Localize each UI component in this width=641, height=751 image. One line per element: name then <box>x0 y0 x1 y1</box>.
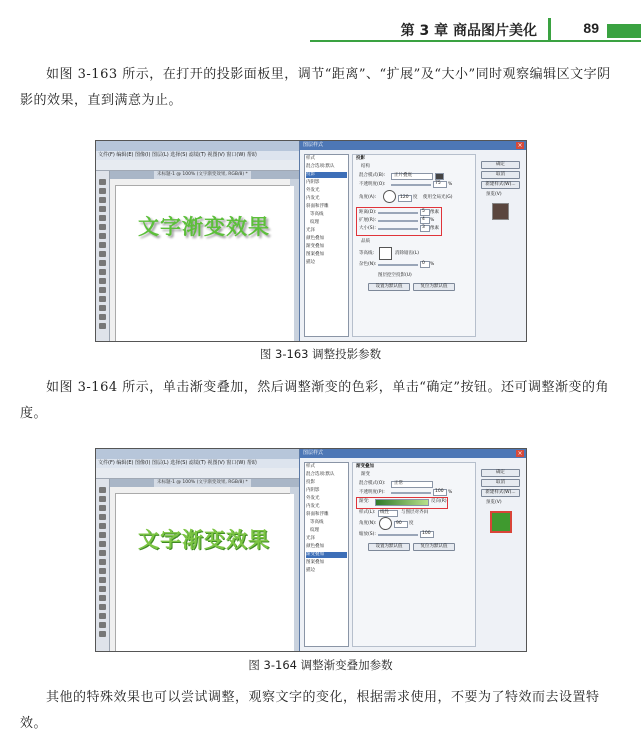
unit-label: % <box>448 490 453 495</box>
angle-dial[interactable] <box>379 517 392 530</box>
set-default-button[interactable]: 设置为默认值 <box>368 283 410 291</box>
move-tool-icon[interactable] <box>99 487 106 493</box>
horizontal-ruler <box>110 487 290 494</box>
style-item-drop-shadow[interactable]: 投影 <box>306 172 347 178</box>
paragraph-1: 如图 3-163 所示，在打开的投影面板里，调节“距离”、“扩展”及“大小”同时观察编辑区文字阴影的效果，直到满意为止。 <box>20 67 611 108</box>
preview-checkbox[interactable]: 预览(V) <box>486 500 502 505</box>
new-style-button[interactable]: 新建样式(W)... <box>481 489 520 497</box>
opacity-input[interactable]: 100 <box>433 489 447 496</box>
blend-mode-select[interactable]: 正片叠底 <box>391 173 433 180</box>
marquee-tool-icon[interactable] <box>99 188 106 194</box>
unit-label: 像素 <box>430 210 439 215</box>
lasso-tool-icon[interactable] <box>99 505 106 511</box>
brush-tool-icon[interactable] <box>99 541 106 547</box>
unit-label: 度 <box>413 195 418 200</box>
close-icon[interactable]: × <box>517 142 523 149</box>
reverse-checkbox[interactable]: 反向(R) <box>431 499 447 504</box>
canvas-text: 文字渐变效果 <box>138 215 270 239</box>
cancel-button[interactable]: 取消 <box>481 479 520 487</box>
distance-slider[interactable] <box>378 212 418 214</box>
brush-tool-icon[interactable] <box>99 233 106 239</box>
noise-label: 杂色(N): <box>359 262 377 267</box>
ps-menubar[interactable]: 文件(F) 编辑(E) 图像(I) 图层(L) 选择(S) 滤镜(T) 视图(V) 窗口(W) 帮助 <box>96 459 527 468</box>
quality-title: 品质 <box>361 239 370 244</box>
antialias-checkbox[interactable]: 消除锯齿(L) <box>395 251 420 256</box>
knockout-checkbox[interactable]: 图层挖空投影(U) <box>378 273 412 278</box>
stamp-tool-icon[interactable] <box>99 242 106 248</box>
figure-3-163-caption: 图 3-163 调整投影参数 <box>259 347 382 361</box>
style-item[interactable]: 斜面和浮雕 <box>306 204 329 209</box>
styles-list <box>304 154 349 337</box>
chapter-title: 第 3 章 商品图片美化 <box>400 23 537 39</box>
distance-input[interactable]: 5 <box>420 209 430 216</box>
style-item[interactable]: 内发光 <box>306 196 320 201</box>
page-header <box>0 14 641 40</box>
shape-tool-icon[interactable] <box>99 305 106 311</box>
ok-button[interactable]: 确定 <box>481 161 520 169</box>
unit-label: % <box>430 262 435 267</box>
cancel-button[interactable]: 取消 <box>481 171 520 179</box>
contour-picker[interactable] <box>379 247 392 260</box>
ps-doc-tabs <box>110 171 300 179</box>
gradient-tool-icon[interactable] <box>99 568 106 574</box>
unit-label: 度 <box>409 521 414 526</box>
blend-mode-label: 混合模式(B): <box>359 173 386 178</box>
gradient-label: 渐变: <box>359 499 370 504</box>
zoom-tool-icon[interactable] <box>99 631 106 637</box>
blend-mode-label: 混合模式(O): <box>359 481 386 486</box>
reset-default-button[interactable]: 复位为默认值 <box>413 283 455 291</box>
style-select[interactable]: 线性 <box>378 510 398 517</box>
eyedropper-tool-icon[interactable] <box>99 532 106 538</box>
size-label: 大小(S): <box>359 226 376 231</box>
noise-input[interactable]: 0 <box>420 261 430 268</box>
style-item[interactable]: 渐变叠加 <box>306 244 324 249</box>
spread-label: 扩展(R): <box>359 218 377 223</box>
style-item[interactable]: 描边 <box>306 568 315 573</box>
ps-toolbox <box>96 479 110 651</box>
scale-label: 缩放(S): <box>359 532 376 537</box>
layer-style-dialog <box>299 141 526 341</box>
gradient-overlay-panel <box>352 462 476 647</box>
angle-input[interactable]: 90 <box>394 521 408 528</box>
size-slider[interactable] <box>378 228 418 230</box>
move-tool-icon[interactable] <box>99 179 106 185</box>
figure-3-163-screenshot <box>95 140 527 342</box>
angle-dial[interactable] <box>383 190 396 203</box>
preview-checkbox[interactable]: 预览(V) <box>486 192 502 197</box>
ps-doc-tabs <box>110 479 300 487</box>
subsection-title: 渐变 <box>361 472 370 477</box>
global-light-checkbox[interactable]: 使用全局光(G) <box>423 195 453 200</box>
figure-3-164-screenshot <box>95 448 527 652</box>
opacity-input[interactable]: 75 <box>433 181 447 188</box>
path-tool-icon[interactable] <box>99 604 106 610</box>
doc-tab[interactable]: 未标题-1 @ 100% (文字渐变效果, RGB/8) * <box>154 171 251 179</box>
close-icon[interactable]: × <box>517 450 523 457</box>
marquee-tool-icon[interactable] <box>99 496 106 502</box>
style-item[interactable]: 纹理 <box>310 220 319 225</box>
type-tool-icon[interactable] <box>99 287 106 293</box>
document-canvas[interactable] <box>116 494 294 651</box>
style-item[interactable]: 样式 <box>306 464 315 469</box>
unit-label: 像素 <box>430 226 439 231</box>
opacity-label: 不透明度(O): <box>359 182 386 187</box>
ps-toolbox <box>96 171 110 341</box>
doc-tab[interactable]: 未标题-1 @ 100% (文字渐变效果, RGB/8) * <box>154 479 251 487</box>
eraser-tool-icon[interactable] <box>99 251 106 257</box>
paragraph-3: 其他的特殊效果也可以尝试调整，观察文字的变化，根据需求使用，不要为了特效而去设置特效。 <box>20 690 600 731</box>
style-item[interactable]: 斜面和浮雕 <box>306 512 329 517</box>
section-title: 渐变叠加 <box>356 464 374 469</box>
size-input[interactable]: 3 <box>420 225 430 232</box>
pen-tool-icon[interactable] <box>99 586 106 592</box>
header-accent-block <box>607 24 641 38</box>
horizontal-ruler <box>110 179 290 186</box>
unit-label: % <box>430 218 435 223</box>
style-item[interactable]: 内阴影 <box>306 180 320 185</box>
style-preview-thumbnail <box>490 511 512 533</box>
path-tool-icon[interactable] <box>99 296 106 302</box>
dodge-tool-icon[interactable] <box>99 577 106 583</box>
wand-tool-icon[interactable] <box>99 514 106 520</box>
crop-tool-icon[interactable] <box>99 523 106 529</box>
figure-3-164-caption: 图 3-164 调整渐变叠加参数 <box>248 658 393 672</box>
paragraph-2: 如图 3-164 所示，单击渐变叠加，然后调整渐变的色彩，单击“确定”按钮。还可调整渐变的角度。 <box>20 380 610 421</box>
styles-list <box>304 462 349 647</box>
crop-tool-icon[interactable] <box>99 215 106 221</box>
wand-tool-icon[interactable] <box>99 206 106 212</box>
style-item[interactable]: 纹理 <box>310 528 319 533</box>
distance-label: 距离(D): <box>359 210 377 215</box>
opacity-slider[interactable] <box>391 184 431 186</box>
lasso-tool-icon[interactable] <box>99 197 106 203</box>
style-item[interactable]: 内发光 <box>306 504 320 509</box>
scale-slider[interactable] <box>378 534 418 536</box>
opacity-slider[interactable] <box>391 492 431 494</box>
set-default-button[interactable]: 设置为默认值 <box>368 543 410 551</box>
style-item[interactable]: 混合选项:默认 <box>306 164 335 169</box>
style-item-gradient-overlay[interactable]: 渐变叠加 <box>306 552 347 558</box>
document-canvas[interactable] <box>116 186 294 341</box>
noise-slider[interactable] <box>378 264 418 266</box>
canvas-text: 文字渐变效果 <box>138 528 270 552</box>
gradient-tool-icon[interactable] <box>99 260 106 266</box>
dialog-title: 图层样式 <box>300 141 526 150</box>
reset-default-button[interactable]: 复位为默认值 <box>413 543 455 551</box>
contour-label: 等高线: <box>359 251 375 256</box>
style-item[interactable]: 等高线 <box>310 520 324 525</box>
shape-tool-icon[interactable] <box>99 613 106 619</box>
layer-style-dialog <box>299 449 526 651</box>
hand-tool-icon[interactable] <box>99 314 106 320</box>
scale-input[interactable]: 100 <box>420 531 434 538</box>
dialog-title: 图层样式 <box>300 449 526 458</box>
shadow-color-swatch[interactable] <box>435 173 444 180</box>
eraser-tool-icon[interactable] <box>99 559 106 565</box>
pen-tool-icon[interactable] <box>99 278 106 284</box>
style-preview-thumbnail <box>492 203 509 220</box>
style-label: 样式(L): <box>359 510 376 515</box>
zoom-tool-icon[interactable] <box>99 323 106 329</box>
style-item[interactable]: 外发光 <box>306 496 320 501</box>
style-item[interactable]: 投影 <box>306 480 315 485</box>
align-checkbox[interactable]: 与图层对齐(I) <box>401 510 429 515</box>
angle-label: 角度(N): <box>359 521 377 526</box>
subsection-title: 结构 <box>361 164 370 169</box>
header-divider <box>548 18 551 40</box>
section-title: 投影 <box>356 156 365 161</box>
opacity-label: 不透明度(P): <box>359 490 385 495</box>
gradient-picker[interactable] <box>375 499 429 506</box>
style-item[interactable]: 等高线 <box>310 212 324 217</box>
ps-menubar[interactable]: 文件(F) 编辑(E) 图像(I) 图层(L) 选择(S) 滤镜(T) 视图(V) 窗口(W) 帮助 <box>96 151 527 160</box>
angle-input[interactable]: 120 <box>398 195 412 202</box>
new-style-button[interactable]: 新建样式(W)... <box>481 181 520 189</box>
spread-slider[interactable] <box>378 220 418 222</box>
blend-mode-select[interactable]: 正常 <box>391 481 433 488</box>
spread-input[interactable]: 4 <box>420 217 430 224</box>
style-item[interactable]: 样式 <box>306 156 315 161</box>
type-tool-icon[interactable] <box>99 595 106 601</box>
drop-shadow-panel <box>352 154 476 337</box>
unit-label: % <box>448 182 453 187</box>
ok-button[interactable]: 确定 <box>481 469 520 477</box>
style-item[interactable]: 图案叠加 <box>306 252 324 257</box>
style-item[interactable]: 光泽 <box>306 536 315 541</box>
dodge-tool-icon[interactable] <box>99 269 106 275</box>
hand-tool-icon[interactable] <box>99 622 106 628</box>
style-item[interactable]: 颜色叠加 <box>306 544 324 549</box>
page-number: 89 <box>583 20 599 36</box>
header-rule <box>310 40 641 42</box>
style-item[interactable]: 外发光 <box>306 188 320 193</box>
style-item[interactable]: 混合选项:默认 <box>306 472 335 477</box>
style-item[interactable]: 内阴影 <box>306 488 320 493</box>
eyedropper-tool-icon[interactable] <box>99 224 106 230</box>
style-item[interactable]: 描边 <box>306 260 315 265</box>
angle-label: 角度(A): <box>359 195 377 200</box>
style-item[interactable]: 颜色叠加 <box>306 236 324 241</box>
stamp-tool-icon[interactable] <box>99 550 106 556</box>
style-item[interactable]: 光泽 <box>306 228 315 233</box>
style-item[interactable]: 图案叠加 <box>306 560 324 565</box>
